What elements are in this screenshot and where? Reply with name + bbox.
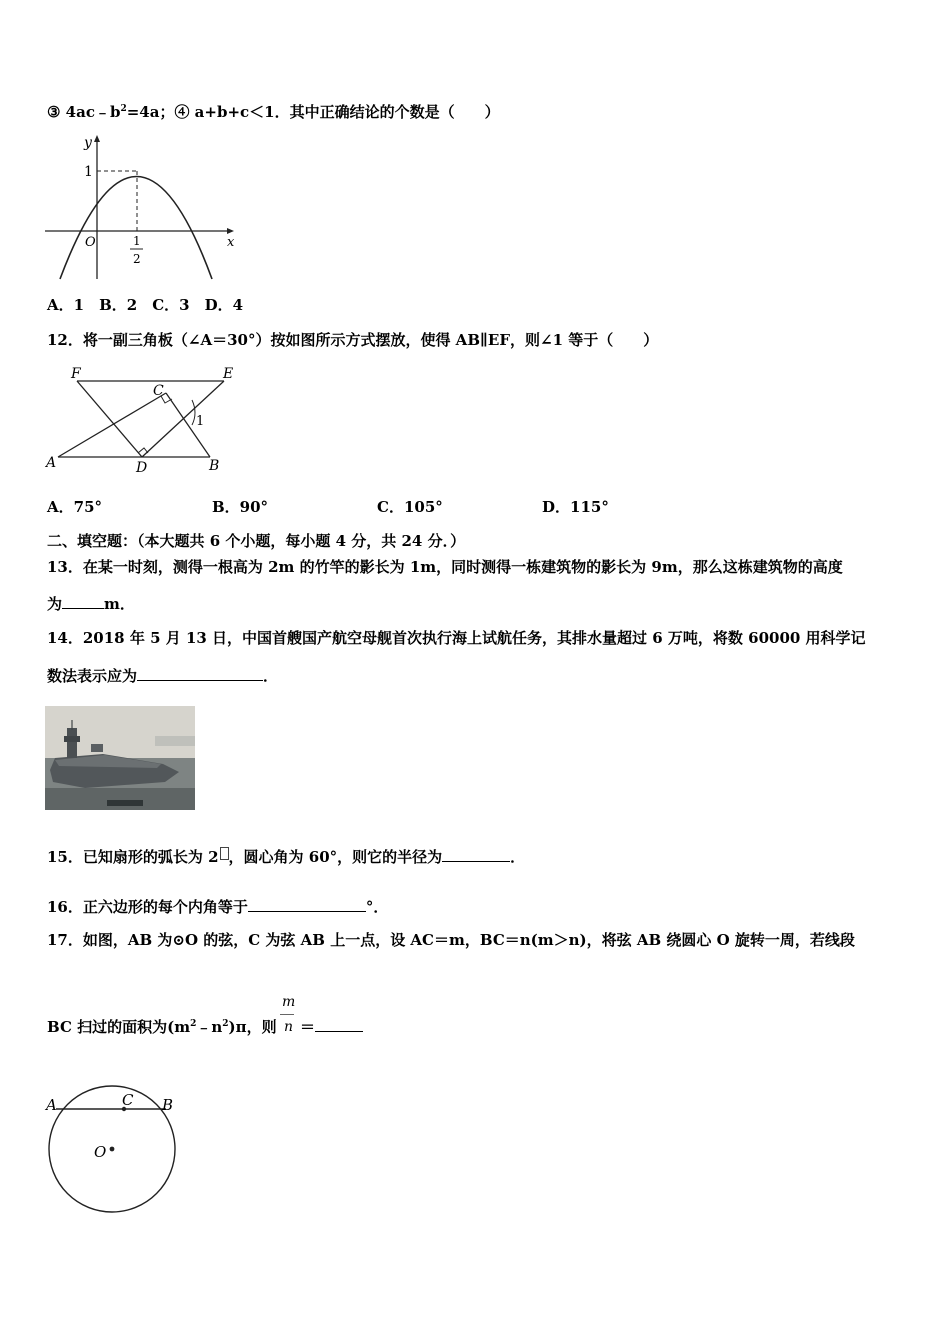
q12-option-b: B．90° bbox=[212, 498, 269, 516]
q14-line1: 14．2018 年 5 月 13 日，中国首艘国产航空母舰首次执行海上试航任务，其排水量超过 6 万吨，将数 60000 用科学记 bbox=[47, 629, 866, 647]
q16-answer-blank bbox=[248, 897, 366, 912]
q13-line2: 为 m． bbox=[47, 595, 135, 613]
section-heading: 二、填空题：（本大题共 6 个小题，每小题 4 分，共 24 分．） bbox=[47, 532, 466, 550]
q12-option-d: D．115° bbox=[542, 498, 609, 516]
q15: 15．已知扇形的弧长为 2 ，圆心角为 60°，则它的半径为 ． bbox=[47, 848, 526, 866]
label-E: E bbox=[223, 366, 234, 382]
x-tick-den: 2 bbox=[133, 252, 141, 266]
triangle-figure bbox=[40, 365, 240, 477]
q11-stem: ③ $4ac﹣b^2=4a$；④ a+b+c＜1．其中正确结论的个数是（ ） bbox=[47, 103, 500, 121]
x-tick-num: 1 bbox=[133, 234, 141, 248]
label-O: O bbox=[94, 1143, 107, 1161]
label-B: B bbox=[209, 458, 220, 474]
fraction-denominator: n bbox=[284, 1019, 294, 1035]
q15-answer-blank bbox=[442, 847, 510, 862]
q17-answer: ＝ bbox=[300, 1017, 363, 1037]
q12-stem: 12．将一副三角板（∠A＝30°）按如图所示方式摆放，使得 AB∥EF，则∠1 等于（ ） bbox=[47, 331, 659, 349]
label-D: D bbox=[136, 460, 148, 476]
q17-answer-blank bbox=[315, 1017, 363, 1032]
q13-line1: 13．在某一时刻，测得一根高为 2m 的竹竿的影长为 1m，同时测得一栋建筑物的影长为 9m，那么这栋建筑物的高度 bbox=[47, 558, 843, 576]
q17-line1: 17．如图，AB 为⊙O 的弦，C 为弦 AB 上一点，设 AC＝m，BC＝n(m＞n)，将弦 AB 绕圆心 O 旋转一周，若线段 bbox=[47, 931, 855, 949]
label-A: A bbox=[46, 455, 57, 471]
parabola-graph bbox=[40, 133, 245, 281]
x-axis-label: x bbox=[227, 235, 235, 250]
label-B: B bbox=[162, 1096, 174, 1114]
q16: 16．正六边形的每个内角等于 °． bbox=[47, 898, 389, 916]
q14-line2: 数法表示应为 ． bbox=[47, 667, 279, 685]
fraction-bar bbox=[280, 1014, 294, 1015]
label-F: F bbox=[71, 366, 81, 382]
q12-option-a: A．75° bbox=[47, 498, 103, 516]
label-C: C bbox=[122, 1091, 134, 1109]
origin-label: O bbox=[85, 235, 96, 250]
aircraft-carrier-photo bbox=[45, 706, 195, 810]
y-axis-label: y bbox=[84, 135, 92, 151]
circle-figure bbox=[42, 1085, 182, 1215]
q12-option-c: C．105° bbox=[377, 498, 443, 516]
q11-options: A．1 B．2 C．3 D．4 bbox=[47, 296, 244, 314]
pi-placeholder-icon bbox=[220, 847, 229, 860]
label-C: C bbox=[153, 383, 164, 399]
q13-answer-blank bbox=[62, 594, 104, 609]
y-tick-1: 1 bbox=[84, 164, 93, 180]
fraction-numerator: m bbox=[282, 994, 296, 1010]
q17-line2: BC 扫过的面积为$(m^2﹣n^2)\pi$，则 bbox=[47, 1018, 277, 1036]
label-A: A bbox=[46, 1096, 57, 1114]
carrier-illustration bbox=[45, 706, 195, 810]
label-angle-1: 1 bbox=[196, 414, 205, 429]
q14-answer-blank bbox=[137, 666, 263, 681]
